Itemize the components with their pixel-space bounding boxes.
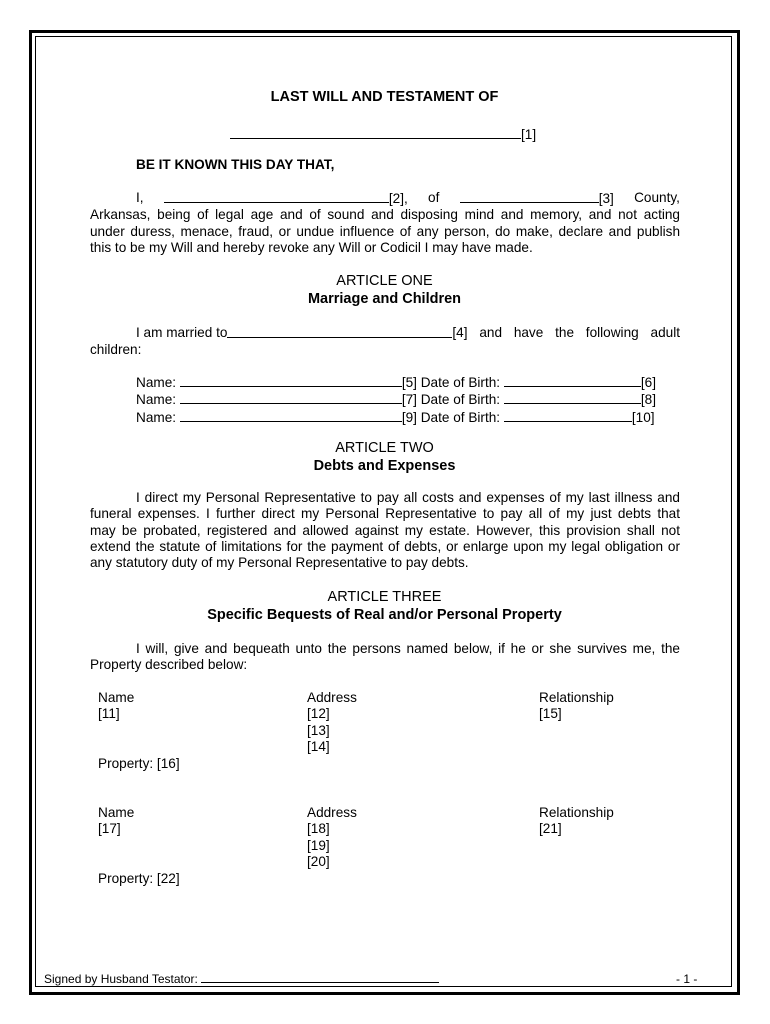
spouse-blank[interactable] — [227, 325, 452, 338]
testator-blank[interactable] — [164, 190, 389, 203]
child-dob-label: Date of Birth: — [420, 409, 501, 425]
child-row — [136, 391, 656, 408]
married-line-2: children: — [90, 342, 142, 358]
bequest-address-marker: [18] — [307, 821, 330, 837]
bequest-address-label: Address — [307, 690, 357, 705]
child-name-marker: [7] — [401, 392, 417, 408]
bequest-address-marker: [12] — [307, 706, 330, 722]
bequest-address-marker: [14] — [307, 738, 330, 754]
footer-signature — [44, 972, 439, 986]
bequest-line-1: I will, give and bequeath unto the persons named below, if he or she survives me, the — [136, 641, 680, 656]
document-title: LAST WILL AND TESTAMENT OF — [270, 89, 499, 105]
title-marker: [1] — [521, 127, 537, 142]
article-one-subheading: Marriage and Children — [307, 291, 462, 307]
intro-line-1 — [90, 190, 680, 207]
bequest-1-property: Property: [16] — [98, 756, 180, 771]
bequest-address-marker: [19] — [307, 837, 330, 853]
county-blank[interactable] — [460, 190, 599, 203]
intro-county: County, — [634, 190, 680, 205]
child-name-label: Name: — [136, 392, 177, 408]
child-name-marker: [9] — [401, 409, 417, 425]
child-dob-label: Date of Birth: — [420, 392, 501, 408]
child-name-blank[interactable] — [180, 391, 402, 404]
bequest-2-name-col — [98, 805, 134, 838]
article-one-heading: ARTICLE ONE — [336, 273, 433, 289]
debts-line: may be probated, registered and allowed against my estate. However, this provision shall not — [90, 522, 680, 538]
bequest-address-marker: [13] — [307, 722, 330, 738]
marker-4: [4] and have the following adult — [452, 325, 680, 340]
married-line-1 — [90, 325, 680, 342]
intro-paragraph — [90, 190, 680, 256]
child-dob-marker: [10] — [631, 409, 655, 425]
married-prefix: I am married to — [136, 325, 228, 340]
testator-name-blank[interactable] — [230, 126, 521, 139]
be-it-known: BE IT KNOWN THIS DAY THAT, — [136, 157, 335, 172]
bequest-1-name-col — [98, 690, 134, 723]
bequest-name-label: Name — [98, 690, 135, 705]
intro-i: I, — [136, 190, 144, 205]
child-dob-marker: [8] — [640, 392, 656, 408]
bequest-line-2: Property described below: — [90, 657, 248, 673]
bequest-1-relationship-col — [539, 690, 614, 723]
signature-blank[interactable] — [201, 972, 439, 983]
bequest-name-label: Name — [98, 805, 135, 820]
child-name-label: Name: — [136, 375, 177, 390]
debts-paragraph — [90, 490, 680, 571]
article-three-subheading: Specific Bequests of Real and/or Personal Property — [207, 607, 562, 623]
child-name-marker: [5] — [401, 375, 417, 390]
footer-signed-label: Signed by Husband Testator: — [44, 972, 198, 986]
child-name-blank[interactable] — [180, 409, 402, 422]
child-dob-marker: [6] — [640, 375, 656, 390]
bequest-address-marker: [20] — [307, 853, 330, 869]
bequest-name-marker: [11] — [98, 706, 120, 722]
bequest-relationship-marker: [15] — [539, 706, 562, 722]
child-name-label: Name: — [136, 409, 177, 425]
child-dob-label: Date of Birth: — [420, 375, 501, 390]
children-list — [136, 374, 656, 426]
intro-line-2: Arkansas, being of legal age and of sound and disposing mind and memory, and not acting — [90, 207, 680, 223]
testator-name-line — [230, 126, 536, 143]
bequest-1-address-col — [307, 690, 357, 755]
debts-line: I direct my Personal Representative to pay all costs and expenses of my last illness and — [136, 490, 680, 505]
bequest-address-label: Address — [307, 805, 357, 820]
bequest-2-address-col — [307, 805, 357, 870]
bequest-name-marker: [17] — [98, 821, 121, 837]
intro-line-3: under duress, menace, fraud, or undue influence of any person, do make, declare and publish — [90, 223, 680, 239]
article-three-heading: ARTICLE THREE — [327, 589, 442, 605]
article-two-heading: ARTICLE TWO — [335, 440, 434, 456]
bequest-relationship-marker: [21] — [539, 821, 562, 837]
child-dob-blank[interactable] — [504, 391, 641, 404]
child-name-blank[interactable] — [180, 374, 402, 387]
bequest-relationship-label: Relationship — [539, 805, 614, 820]
child-row — [136, 374, 656, 391]
intro-line-4: this to be my Will and hereby revoke any Will or Codicil I may have made. — [90, 239, 533, 255]
article-two-subheading: Debts and Expenses — [313, 458, 456, 474]
married-paragraph — [90, 325, 680, 359]
intro-of: of — [428, 190, 440, 205]
debts-line: funeral expenses. I further direct my Personal Representative to pay all of my just debts that — [90, 506, 680, 522]
child-dob-blank[interactable] — [504, 374, 641, 387]
child-dob-blank[interactable] — [504, 409, 632, 422]
page-number: - 1 - — [676, 972, 698, 986]
bequest-2-relationship-col — [539, 805, 614, 838]
marker-3: [3] — [598, 191, 614, 206]
bequest-2-property: Property: [22] — [98, 871, 180, 886]
bequest-paragraph — [90, 641, 680, 674]
bequest-relationship-label: Relationship — [539, 690, 614, 705]
child-row — [136, 409, 656, 426]
marker-2: [2], — [388, 191, 408, 206]
debts-line: any statutory duty of my Personal Representative to pay debts. — [90, 555, 469, 571]
debts-line: extend the statute of limitations for the payment of debts, or enlarge upon my legal obligation or — [90, 538, 680, 554]
